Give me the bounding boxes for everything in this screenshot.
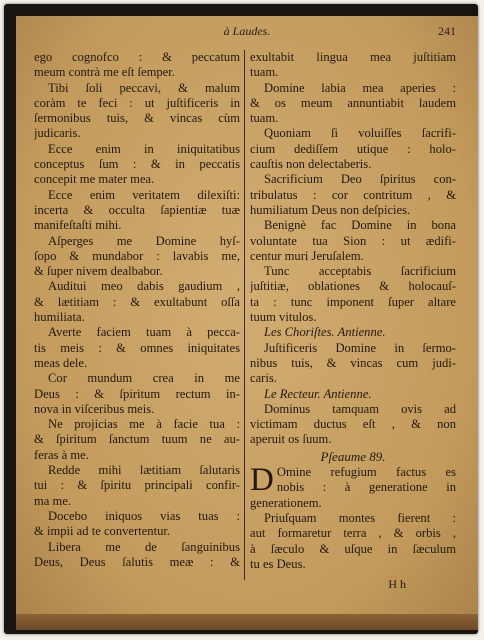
text-line: manifeſtaſti mihi.	[34, 218, 122, 233]
text-line: Ne projicias me à facie tua :	[48, 417, 240, 432]
text-line: meum contrà me eſt ſemper.	[34, 65, 175, 80]
text-line: conceptus ſum : & in peccatis	[34, 157, 240, 172]
text-line: centur muri Jeruſalem.	[250, 248, 364, 263]
text-line: generationem.	[250, 495, 322, 510]
text-line: humiliatum Deus non deſpicies.	[250, 202, 411, 217]
text-line: aut formaretur terra , & orbis ,	[250, 526, 456, 541]
text-line: tuam.	[250, 65, 279, 80]
page-number: 241	[438, 24, 456, 38]
text-line: Auditui meo dabis gaudium ,	[48, 279, 240, 294]
text-line: cauſtis non delectaberis.	[250, 157, 372, 172]
text-line: nibus tuis, & vincas cum judi-	[250, 355, 456, 370]
column-rule	[244, 50, 245, 580]
text-line: cium dediſſem utique : holo-	[250, 141, 456, 156]
text-line: ta : tunc imponent ſuper altare	[250, 294, 456, 309]
text-line: ſermonibus tuis, & vincas cùm	[34, 111, 240, 126]
text-line: concepit me mater mea.	[34, 172, 155, 187]
text-line: tu es Deus.	[250, 556, 306, 571]
text-line: Ecce enim in iniquitatibus	[48, 141, 240, 156]
text-line: & lætitiam : & exultabunt oſſa	[34, 294, 240, 309]
text-line: nova in viſceribus meis.	[34, 401, 155, 416]
text-line: Tibi ſoli peccavi, & malum	[48, 80, 240, 95]
text-line: Deus : & ſpiritum rectum in-	[34, 386, 240, 401]
text-line: Deus, Deus ſalutis meæ : &	[34, 554, 240, 569]
text-line: ſopo & mundabor : lavabis me,	[34, 248, 240, 263]
text-line: & impii ad te convertentur.	[34, 524, 171, 539]
text-line: exultabit lingua mea juſtitiam	[250, 50, 456, 64]
text-line: Domine labia mea aperies :	[264, 80, 456, 95]
text-line: Libera me de ſanguinibus	[48, 539, 240, 554]
text-line: Omine refugium factus es	[276, 465, 456, 480]
text-line: tuam.	[250, 111, 279, 126]
text-line: voluntate tua Sion : ut ædifi-	[250, 233, 456, 248]
text-line: Priuſquam montes fierent :	[264, 510, 456, 525]
psalm-title: Pſeaume 89.	[320, 448, 386, 464]
text-line: meas dele.	[34, 355, 88, 370]
text-line: & ſpiritum ſanctum tuum ne au-	[34, 432, 240, 447]
text-line: Dominus tamquam ovis ad	[264, 401, 456, 416]
text-line: ma me.	[34, 493, 72, 508]
text-line: feras à me.	[34, 447, 89, 462]
page-edge	[16, 614, 478, 630]
text-line: victimam ductus eſt , & non	[250, 417, 456, 432]
text-line: tribulatus : cor contritum , &	[250, 187, 456, 202]
text-line: incerta & occulta ſapientiæ tuæ	[34, 202, 240, 217]
text-line: Juſtificeris Domine in ſermo-	[264, 340, 456, 355]
text-line: aperuit os ſuum.	[250, 432, 332, 447]
section-heading: Le Recteur. Antienne.	[264, 386, 372, 401]
psalm-opening	[250, 462, 456, 499]
running-head: à Laudes.	[223, 24, 271, 38]
text-line: Averte faciem tuam à pecca-	[48, 325, 240, 340]
text-line: Aſperges me Domine hyſ-	[48, 233, 240, 248]
text-line: coràm te feci : ut juſtificeris in	[34, 95, 240, 110]
book-page	[16, 16, 478, 630]
text-line: Tunc acceptabis ſacrificium	[264, 264, 456, 279]
text-line: Quoniam ſi voluiſſes ſacrifi-	[264, 126, 456, 141]
text-line: tuum vitulos.	[250, 310, 317, 325]
text-line: Docebo iniquos vias tuas :	[48, 508, 240, 523]
text-line: à ſæculo & uſque in ſæculum	[250, 541, 456, 556]
left-column	[34, 50, 240, 570]
photo-frame	[4, 4, 478, 634]
text-line: Ecce enim veritatem dilexiſti:	[48, 187, 240, 202]
text-line: juſtitiæ, oblationes & holocauſ-	[250, 279, 456, 294]
text-line: & ſuper nivem dealbabor.	[34, 264, 163, 279]
text-line: caris.	[250, 371, 277, 386]
catchword: H h	[388, 577, 406, 592]
text-line: judicaris.	[34, 126, 81, 141]
right-column	[250, 50, 456, 592]
text-line: & os meum annuntiabit laudem	[250, 95, 456, 110]
text-line: Benignè fac Domine in bona	[264, 218, 456, 233]
text-line: Sacrificium Deo ſpiritus con-	[264, 172, 456, 187]
drop-cap: D	[250, 462, 274, 499]
text-line: tui : & ſpiritu principali confir-	[34, 478, 240, 493]
text-line: humiliata.	[34, 310, 85, 325]
section-heading: Les Choriſtes. Antienne.	[264, 325, 386, 340]
text-line: nobis : à generatione in	[276, 480, 456, 495]
text-line: Redde mihi lætitiam ſalutaris	[48, 463, 240, 478]
text-line: Cor mundum crea in me	[48, 371, 240, 386]
text-line: tis meis : & omnes iniquitates	[34, 340, 240, 355]
text-line: ego cognofco : & peccatum	[34, 50, 240, 64]
